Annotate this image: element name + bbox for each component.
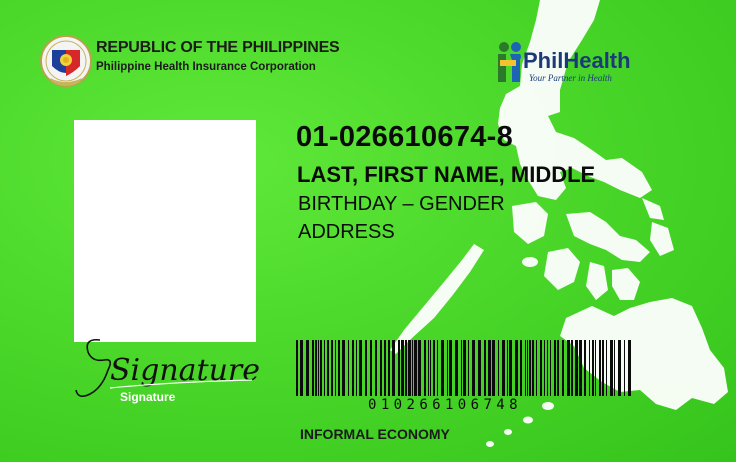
barcode-bar — [550, 340, 551, 396]
member-birthday-gender: BIRTHDAY – GENDER — [298, 193, 505, 215]
barcode-bar — [392, 340, 395, 396]
barcode-bar — [532, 340, 534, 396]
barcode-bar — [315, 340, 317, 396]
barcode-bar — [312, 340, 314, 396]
barcode-bar — [335, 340, 336, 396]
barcode-bar — [515, 340, 518, 396]
barcode-bar — [624, 340, 625, 396]
barcode-bar — [628, 340, 631, 396]
barcode-bar — [296, 340, 298, 396]
barcode-bar — [520, 340, 522, 396]
barcode-bar — [468, 340, 469, 396]
barcode-bar — [424, 340, 426, 396]
barcode-bar — [525, 340, 526, 396]
barcode-bar — [584, 340, 586, 396]
membership-category: INFORMAL ECONOMY — [300, 426, 450, 442]
barcode-bar — [509, 340, 512, 396]
barcode-bar — [356, 340, 357, 396]
barcode-number: 010266106748 — [368, 397, 522, 413]
barcode-bar — [599, 340, 601, 396]
barcode-bar — [540, 340, 542, 396]
barcode-bar — [331, 340, 333, 396]
barcode-bar — [412, 340, 413, 396]
barcode-bar — [338, 340, 340, 396]
barcode-bar — [449, 340, 452, 396]
barcode-bar — [478, 340, 481, 396]
barcode-bar — [370, 340, 372, 396]
logo-text: PhilHealth — [523, 48, 631, 73]
barcode-bar — [484, 340, 486, 396]
barcode-bar — [557, 340, 559, 396]
barcode-bar — [428, 340, 429, 396]
barcode-bar — [544, 340, 545, 396]
barcode-bar — [529, 340, 531, 396]
member-id-number: 01-026610674-8 — [296, 121, 514, 153]
barcode-bar — [398, 340, 400, 396]
agency-header: Philippine Health Insurance Corporation — [96, 61, 316, 73]
barcode-bar — [472, 340, 475, 396]
barcode-bar — [320, 340, 322, 396]
barcode-bar — [554, 340, 556, 396]
signature-label: Signature — [120, 390, 176, 404]
barcode-bar — [375, 340, 377, 396]
barcode-bar — [433, 340, 435, 396]
logo-tagline: Your Partner in Health — [529, 73, 612, 83]
barcode-bar — [318, 340, 319, 396]
barcode-bar — [306, 340, 309, 396]
barcode-bar — [388, 340, 390, 396]
member-address: ADDRESS — [298, 221, 395, 243]
barcode-bar — [502, 340, 505, 396]
barcode-bar — [562, 340, 564, 396]
barcode-bar — [418, 340, 421, 396]
barcode-bar — [595, 340, 596, 396]
philippine-seal-icon — [40, 34, 92, 90]
barcode — [296, 340, 635, 396]
barcode-bar — [342, 340, 345, 396]
barcode-bar — [488, 340, 491, 396]
barcode-bar — [567, 340, 570, 396]
barcode-bar — [606, 340, 607, 396]
barcode-bar — [492, 340, 495, 396]
barcode-bar — [461, 340, 462, 396]
barcode-bar — [365, 340, 367, 396]
barcode-bar — [380, 340, 382, 396]
barcode-bar — [536, 340, 537, 396]
barcode-bar — [610, 340, 613, 396]
barcode-bar — [348, 340, 349, 396]
philhealth-logo — [492, 38, 652, 84]
barcode-bar — [614, 340, 615, 396]
barcode-bar — [455, 340, 458, 396]
barcode-bar — [592, 340, 594, 396]
member-name: LAST, FIRST NAME, MIDDLE — [297, 162, 596, 187]
barcode-bar — [384, 340, 386, 396]
photo-placeholder — [74, 120, 256, 342]
barcode-bar — [414, 340, 417, 396]
barcode-bar — [300, 340, 303, 396]
barcode-bar — [327, 340, 329, 396]
barcode-bar — [430, 340, 431, 396]
barcode-bar — [437, 340, 438, 396]
barcode-bar — [602, 340, 604, 396]
barcode-bar — [571, 340, 573, 396]
barcode-bar — [589, 340, 590, 396]
barcode-bar — [324, 340, 325, 396]
republic-header: REPUBLIC OF THE PHILIPPINES — [96, 39, 340, 56]
barcode-bar — [498, 340, 499, 396]
signature-script-text: Signature — [110, 353, 261, 388]
barcode-bar — [575, 340, 578, 396]
barcode-bar — [527, 340, 528, 396]
barcode-bar — [359, 340, 362, 396]
barcode-bar — [405, 340, 407, 396]
barcode-bar — [507, 340, 508, 396]
barcode-bar — [618, 340, 621, 396]
barcode-bar — [352, 340, 354, 396]
barcode-bar — [579, 340, 582, 396]
barcode-bar — [401, 340, 404, 396]
barcode-bar — [463, 340, 466, 396]
barcode-bar — [441, 340, 444, 396]
barcode-bar — [547, 340, 548, 396]
barcode-bar — [447, 340, 448, 396]
barcode-bar — [408, 340, 411, 396]
